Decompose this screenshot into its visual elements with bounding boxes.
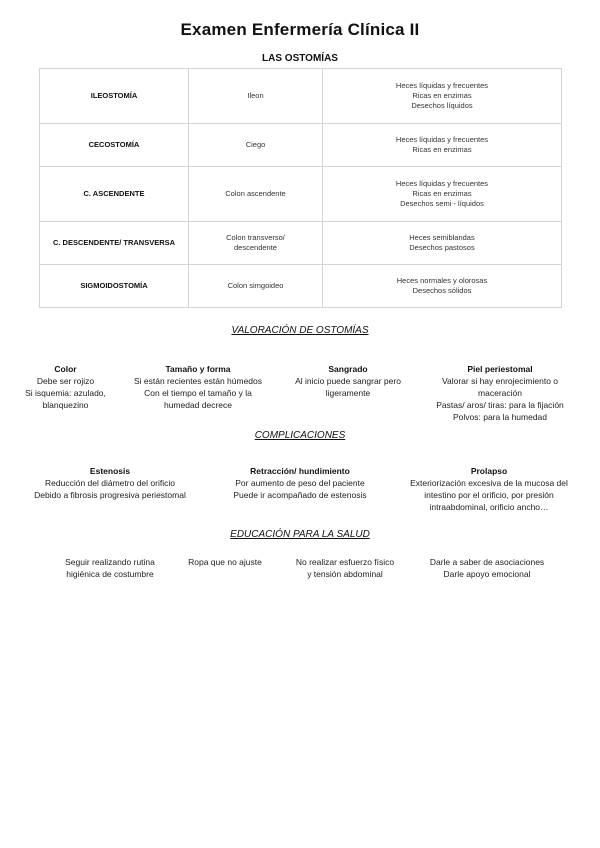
ostomy-features: Heces normales y olorosas Desechos sólidos [323,265,562,308]
table-row [40,222,562,265]
educacion-section-title: EDUCACIÓN PARA LA SALUD [230,529,370,540]
document-title: Examen Enfermería Clínica II [180,20,420,39]
educacion-item: Seguir realizando rutina higiénica de costumbre [65,557,155,579]
complicacion-prolapso: Prolapso Exteriorización excesiva de la mucosa del intestino por el orificio, por presión intraabdominal, orificio ancho… [398,465,580,513]
educacion-item: Darle a saber de asociaciones Darle apoyo emocional [429,557,545,579]
ostomy-name: SIGMOIDOSTOMÍA [40,265,189,308]
ostomy-name: ILEOSTOMÍA [40,69,189,124]
educacion-item: No realizar esfuerzo físico y tensión abdominal [295,557,395,579]
ostomy-features: Heces líquidas y frecuentes Ricas en enzimas Desechos líquidos [323,69,562,124]
ostomy-features: Heces líquidas y frecuentes Ricas en enzimas Desechos semi - líquidos [323,167,562,222]
table-row [40,265,562,308]
valoracion-color: Color Debe ser rojizo Si isquemia: azulado, blanquezino [8,363,123,411]
item-heading: Retracción/ hundimiento [250,466,350,476]
item-heading: Prolapso [470,466,508,476]
table-row [40,167,562,222]
item-heading: Piel periestomal [467,364,533,374]
ostomy-location: Colon simgoideo [189,265,323,308]
item-heading: Color [54,364,77,374]
valoracion-tamano-forma: Tamaño y forma Si están recientes están húmedos Con el tiempo el tamaño y la humedad decrece [123,363,273,411]
ostomy-features: Heces semiblandas Desechos pastosos [323,222,562,265]
complicaciones-section-title: COMPLICACIONES [254,430,346,441]
ostomy-name: CECOSTOMÍA [40,124,189,167]
table-row [40,124,562,167]
ostomias-table-title: LAS OSTOMÍAS [262,53,338,64]
ostomy-location: Colon ascendente [189,167,323,222]
ostomy-location: Ciego [189,124,323,167]
ostomias-table [39,68,562,308]
item-heading: Estenosis [89,466,131,476]
ostomy-name: C. DESCENDENTE/ TRANSVERSA [40,222,189,265]
complicacion-retraccion: Retracción/ hundimiento Por aumento de peso del paciente Puede ir acompañado de estenosis [210,465,390,501]
item-heading: Sangrado [328,364,368,374]
valoracion-piel-periestomal: Piel periestomal Valorar si hay enrojecimiento o maceración Pastas/ aros/ tiras: para la fijación Polvos: para la humedad [420,363,580,423]
valoracion-sangrado: Sangrado Al inicio puede sangrar pero ligeramente [283,363,413,399]
ostomy-features: Heces líquidas y frecuentes Ricas en enzimas [323,124,562,167]
item-heading: Tamaño y forma [165,364,231,374]
ostomy-location: Ileon [189,69,323,124]
ostomy-location: Colon transverso/ descendente [189,222,323,265]
valoracion-section-title: VALORACIÓN DE OSTOMÍAS [231,325,369,336]
table-row [40,69,562,124]
ostomy-name: C. ASCENDENTE [40,167,189,222]
complicacion-estenosis: Estenosis Reducción del diámetro del orificio Debido a fibrosis progresiva periestomal [20,465,200,501]
educacion-item: Ropa que no ajuste [188,557,262,567]
